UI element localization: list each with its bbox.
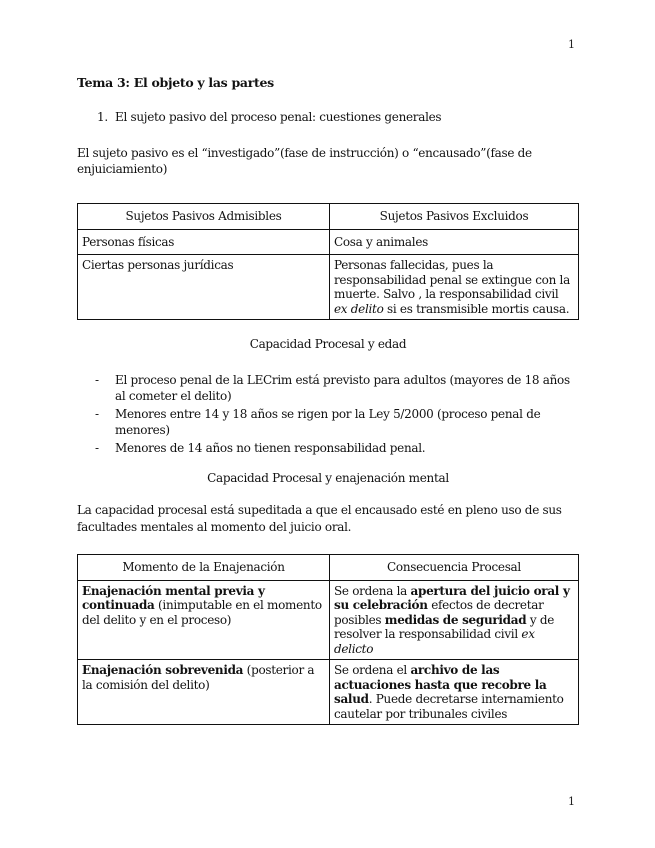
table-cell xyxy=(78,660,330,725)
table-cell xyxy=(330,660,579,725)
table-row xyxy=(78,229,579,255)
table-cell: Cosa y animales xyxy=(330,229,579,255)
table-row xyxy=(78,255,579,320)
table-cell xyxy=(330,580,579,660)
page-number-bottom: 1 xyxy=(568,795,575,808)
table-header-cell: Consecuencia Procesal xyxy=(330,555,579,581)
cell-text: . Puede decretarse internamiento cautelar por tribunales civiles xyxy=(334,692,564,721)
cell-bold-text: Enajenación mental previa y continuada xyxy=(82,583,265,612)
table-cell: Ciertas personas jurídicas xyxy=(78,255,330,320)
intro-paragraph: El sujeto pasivo es el “investigado”(fase de instrucción) o “encausado”(fase de enjuiciamiento) xyxy=(77,146,532,176)
cell-bold-text: medidas de seguridad xyxy=(384,612,527,627)
edad-bullet-list xyxy=(77,372,579,456)
cell-text: (inimputable en el momento del delito y en el proceso) xyxy=(82,598,322,627)
numbered-heading-number: 1. xyxy=(97,110,108,124)
table-header-cell: Sujetos Pasivos Admisibles xyxy=(78,204,330,230)
cell-text: y de resolver la responsabilidad civil xyxy=(334,612,555,641)
list-item-text: El proceso penal de la LECrim está previsto para adultos (mayores de 18 años al cometer el delito) xyxy=(115,373,570,403)
page-title: Tema 3: El objeto y las partes xyxy=(77,75,274,90)
table-header-row xyxy=(78,204,579,230)
sujetos-pasivos-table xyxy=(77,203,579,320)
cell-text: efectos de decretar posibles xyxy=(334,598,544,627)
list-item-text: Menores de 14 años no tienen responsabilidad penal. xyxy=(115,441,426,455)
cell-bold-text: Enajenación sobrevenida xyxy=(82,663,244,677)
list-item xyxy=(95,406,579,438)
list-item-text: Menores entre 14 y 18 años se rigen por la Ley 5/2000 (proceso penal de menores) xyxy=(115,407,541,437)
cell-text: (posterior a la comisión del delito) xyxy=(82,663,315,692)
cell-text: si es transmisible mortis causa. xyxy=(383,301,570,316)
dash-bullet: - xyxy=(95,441,99,455)
table-header-cell: Sujetos Pasivos Excluidos xyxy=(330,204,579,230)
table-cell xyxy=(78,580,330,660)
page-number-top: 1 xyxy=(568,38,575,51)
document-body xyxy=(77,75,579,725)
table-header-cell: Momento de la Enajenación xyxy=(78,555,330,581)
cell-italic-text: ex delito xyxy=(334,301,384,316)
table-row xyxy=(78,660,579,725)
list-item xyxy=(95,372,579,404)
table-cell: Personas físicas xyxy=(78,229,330,255)
table-row xyxy=(78,580,579,660)
cell-text: Se ordena la xyxy=(334,583,411,598)
dash-bullet: - xyxy=(95,373,99,387)
cell-text: Personas fallecidas, pues la responsabilidad penal se extingue con la muerte. Salvo , la responsabilidad civil xyxy=(334,258,570,301)
cell-italic-text: ex delicto xyxy=(334,627,535,656)
table-cell xyxy=(330,255,579,320)
heading-capacidad-enajenacion: Capacidad Procesal y enajenación mental xyxy=(207,471,449,485)
enajenacion-table xyxy=(77,554,579,725)
enajenacion-paragraph: La capacidad procesal está supeditada a que el encausado esté en pleno uso de sus facultades mentales al momento del juicio oral. xyxy=(77,503,562,534)
cell-text: Se ordena el xyxy=(334,663,411,677)
dash-bullet: - xyxy=(95,407,99,421)
numbered-heading xyxy=(97,109,579,125)
list-item xyxy=(95,440,579,456)
numbered-heading-text: El sujeto pasivo del proceso penal: cuestiones generales xyxy=(115,110,442,124)
heading-capacidad-edad: Capacidad Procesal y edad xyxy=(249,337,407,351)
cell-bold-text: archivo de las actuaciones hasta que recobre la salud xyxy=(334,663,547,706)
cell-bold-text: apertura del juicio oral y su celebración xyxy=(334,583,570,612)
table-header-row xyxy=(78,555,579,581)
